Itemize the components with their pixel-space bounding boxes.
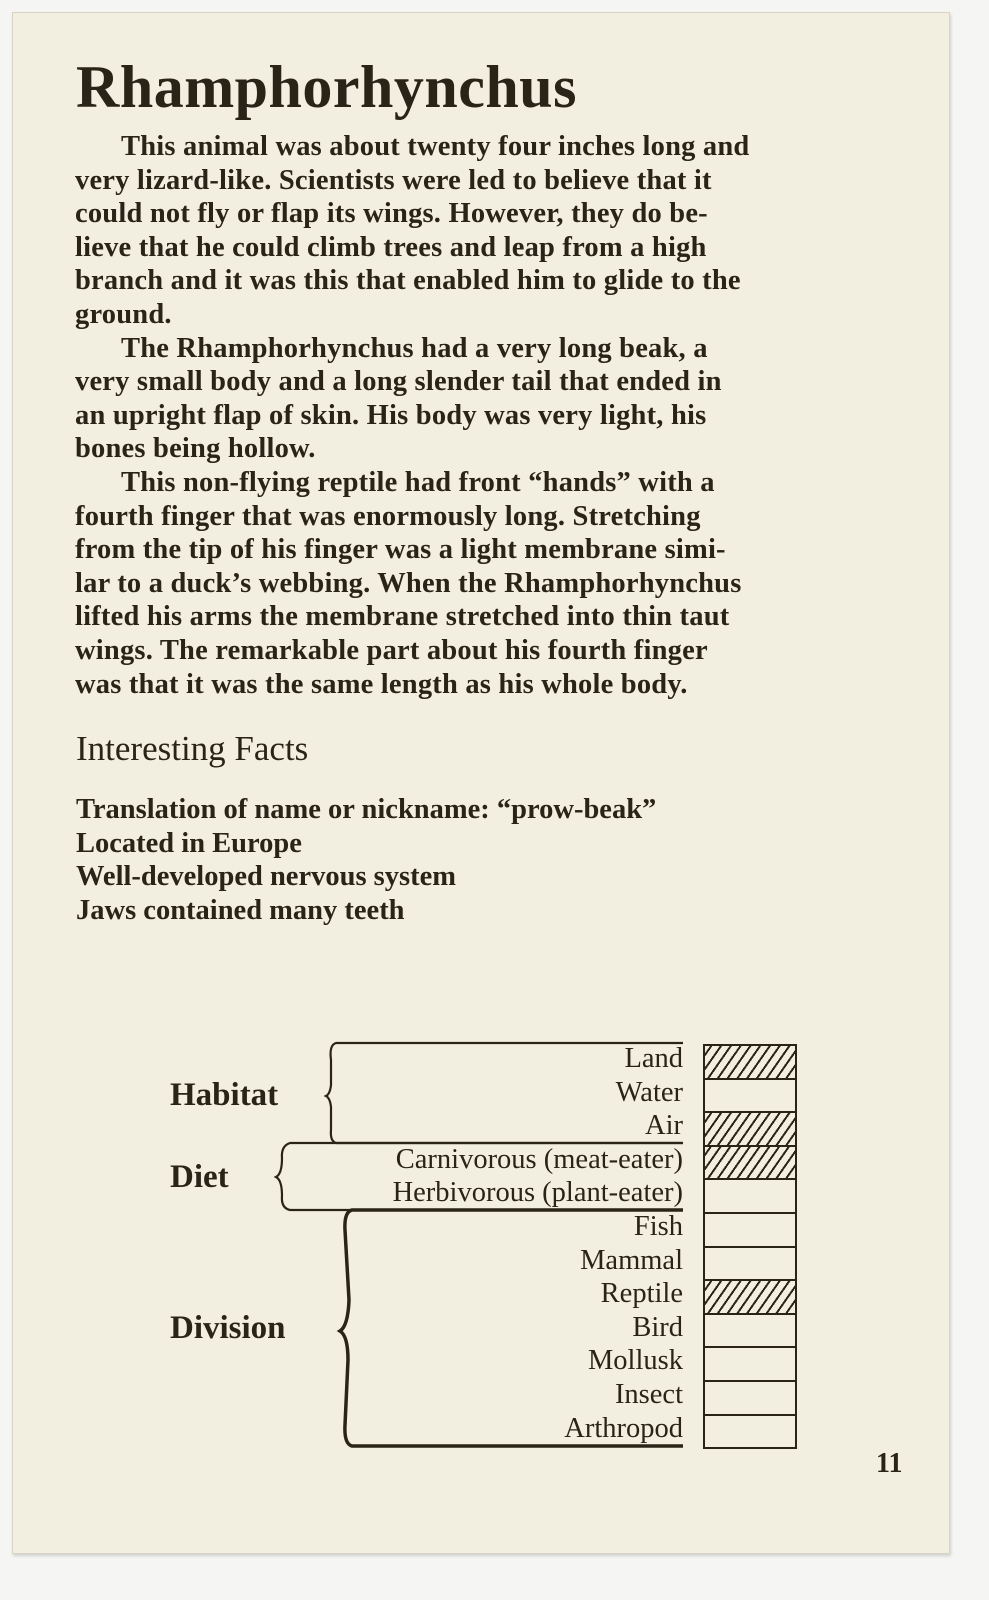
checked-box (703, 1044, 797, 1080)
group-label-division: Division (170, 1310, 286, 1346)
empty-box (703, 1178, 797, 1214)
paragraph-line: This non-flying reptile had front “hands” with a (121, 466, 715, 498)
paragraph-line: fourth finger that was enormously long. Stretching (75, 500, 701, 532)
row-label: Mammal (580, 1244, 683, 1276)
row-label: Bird (632, 1311, 683, 1343)
fact-item: Jaws contained many teeth (76, 894, 405, 926)
paragraph-line: lifted his arms the membrane stretched into thin taut (75, 601, 730, 633)
fact-item: Translation of name or nickname: “prow-beak” (76, 794, 657, 825)
row-label: Water (615, 1076, 683, 1108)
page-title: Rhamphorhynchus (76, 54, 578, 120)
paragraph-line: This animal was about twenty four inches long and (121, 131, 750, 162)
paragraph-line: could not fly or flap its wings. However, they do be- (75, 198, 708, 230)
empty-box (703, 1078, 797, 1114)
empty-box (703, 1313, 797, 1349)
paragraph-line: bones being hollow. (75, 433, 316, 465)
paragraph-line: was that it was the same length as his whole body. (75, 668, 688, 700)
row-label: Mollusk (587, 1345, 683, 1377)
paragraph-line: very small body and a long slender tail that ended in (75, 366, 722, 398)
row-label: Herbivorous (plant-eater) (392, 1177, 683, 1209)
row-label: Carnivorous (meat-eater) (395, 1143, 683, 1175)
fact-item: Located in Europe (76, 827, 302, 859)
row-label: Reptile (600, 1278, 683, 1310)
fact-item: Well-developed nervous system (76, 861, 456, 892)
empty-box (703, 1414, 797, 1450)
paragraph-line: lieve that he could climb trees and leap from a high (75, 231, 707, 263)
checked-box (703, 1279, 797, 1315)
paragraph-line: wings. The remarkable part about his fourth finger (75, 634, 708, 666)
paragraph-line: ground. (75, 298, 172, 330)
empty-box (703, 1346, 797, 1382)
paragraph-line: from the tip of his finger was a light membrane simi- (75, 534, 726, 566)
facts-heading: Interesting Facts (76, 729, 309, 768)
row-label: Insect (614, 1379, 683, 1410)
row-label: Land (624, 1043, 683, 1074)
paragraph-line: lar to a duck’s webbing. When the Rhamphorhynchus (75, 567, 742, 599)
paragraph-line: The Rhamphorhynchus had a very long beak, a (121, 332, 708, 364)
checked-box (703, 1111, 797, 1147)
paragraph-line: an upright flap of skin. His body was very light, his (75, 399, 707, 431)
paragraph-line: very lizard-like. Scientists were led to believe that it (75, 164, 712, 196)
page-number: 11 (876, 1448, 903, 1479)
empty-box (703, 1380, 797, 1416)
empty-box (703, 1246, 797, 1282)
row-label: Arthropod (564, 1412, 683, 1444)
group-label-diet: Diet (170, 1159, 229, 1195)
group-label-habitat: Habitat (170, 1077, 279, 1113)
empty-box (703, 1212, 797, 1248)
checked-box (703, 1145, 797, 1181)
row-label: Fish (633, 1211, 683, 1242)
paragraph-line: branch and it was this that enabled him to glide to the (75, 265, 741, 297)
row-label: Air (645, 1110, 683, 1142)
